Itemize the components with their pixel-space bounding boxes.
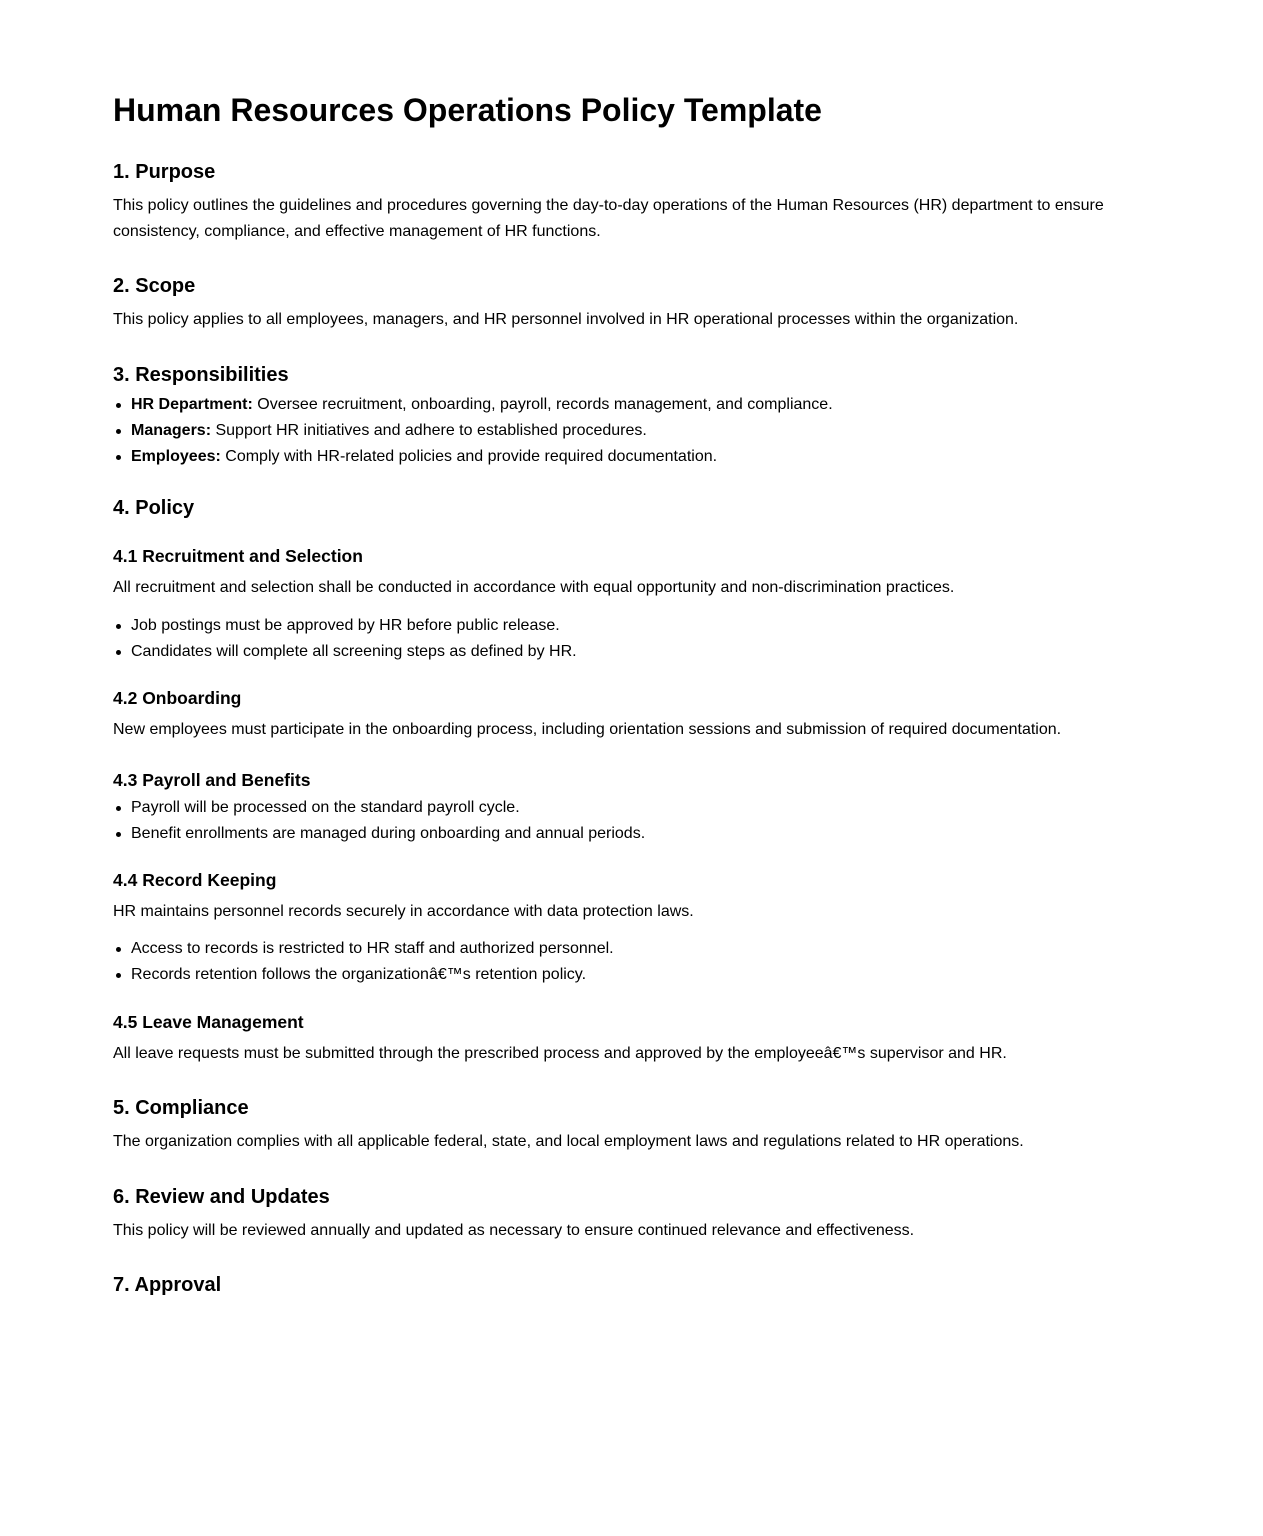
subsection-body-records: HR maintains personnel records securely in accordance with data protection laws.	[113, 903, 694, 920]
bullet-icon	[116, 947, 121, 952]
subsection-body-recruitment: All recruitment and selection shall be conducted in accordance with equal opportunity and non-discrimination practices.	[113, 579, 955, 596]
bullet-icon	[116, 806, 121, 811]
records-list	[113, 936, 1150, 988]
section-heading-compliance: 5. Compliance	[113, 1097, 249, 1119]
subsection-body-onboarding: New employees must participate in the onboarding process, including orientation sessions and submission of required documentation.	[113, 721, 1062, 738]
section-body-purpose: This policy outlines the guidelines and procedures governing the day-to-day operations of the Human Resources (HR) department to ensure consistency, compliance, and effective management of HR functions.	[113, 197, 1104, 240]
recruitment-list	[113, 613, 1150, 665]
list-item-text: Access to records is restricted to HR staff and authorized personnel.	[131, 940, 614, 957]
subsection-heading-records: 4.4 Record Keeping	[113, 870, 277, 890]
bullet-icon	[116, 973, 121, 978]
section-heading-policy: 4. Policy	[113, 497, 195, 519]
list-item	[113, 613, 1150, 639]
section-heading-scope: 2. Scope	[113, 275, 196, 297]
section-body-review: This policy will be reviewed annually and updated as necessary to ensure continued relevance and effectiveness.	[113, 1222, 915, 1239]
responsibility-text: Comply with HR-related policies and provide required documentation.	[220, 448, 718, 465]
list-item	[113, 936, 1150, 962]
responsibilities-list	[113, 392, 1150, 470]
list-item-text: Benefit enrollments are managed during onboarding and annual periods.	[131, 825, 646, 842]
list-item	[113, 418, 1150, 444]
section-heading-responsibilities: 3. Responsibilities	[113, 364, 289, 386]
list-item	[113, 821, 1150, 847]
responsibility-text: Support HR initiatives and adhere to established procedures.	[211, 422, 647, 439]
section-heading-purpose: 1. Purpose	[113, 161, 216, 183]
subsection-heading-leave: 4.5 Leave Management	[113, 1012, 304, 1032]
bullet-icon	[116, 650, 121, 655]
list-item	[113, 639, 1150, 665]
document-title: Human Resources Operations Policy Template	[113, 92, 822, 128]
subsection-heading-recruitment: 4.1 Recruitment and Selection	[113, 546, 363, 566]
list-item-text: Candidates will complete all screening steps as defined by HR.	[131, 643, 577, 660]
payroll-list	[113, 795, 1150, 847]
responsibility-label: Managers:	[131, 422, 212, 439]
subsection-heading-payroll: 4.3 Payroll and Benefits	[113, 770, 311, 790]
list-item	[113, 444, 1150, 470]
responsibility-text: Oversee recruitment, onboarding, payroll, records management, and compliance.	[252, 396, 833, 413]
bullet-icon	[116, 429, 121, 434]
section-heading-review: 6. Review and Updates	[113, 1186, 330, 1208]
list-item	[113, 962, 1150, 988]
bullet-icon	[116, 624, 121, 629]
bullet-icon	[116, 832, 121, 837]
bullet-icon	[116, 403, 121, 408]
subsection-body-leave: All leave requests must be submitted through the prescribed process and approved by the employeeâ€™s supervisor and HR.	[113, 1045, 1007, 1062]
section-body-scope: This policy applies to all employees, managers, and HR personnel involved in HR operational processes within the organization.	[113, 311, 1019, 328]
list-item-text: Job postings must be approved by HR before public release.	[131, 617, 560, 634]
section-body-compliance: The organization complies with all applicable federal, state, and local employment laws and regulations related to HR operations.	[113, 1133, 1024, 1150]
subsection-heading-onboarding: 4.2 Onboarding	[113, 688, 242, 708]
list-item	[113, 392, 1150, 418]
list-item-text: Payroll will be processed on the standard payroll cycle.	[131, 799, 520, 816]
section-heading-approval: 7. Approval	[113, 1274, 222, 1296]
list-item	[113, 795, 1150, 821]
list-item-text: Records retention follows the organizationâ€™s retention policy.	[131, 966, 587, 983]
bullet-icon	[116, 455, 121, 460]
responsibility-label: Employees:	[131, 448, 221, 465]
responsibility-label: HR Department:	[131, 396, 253, 413]
